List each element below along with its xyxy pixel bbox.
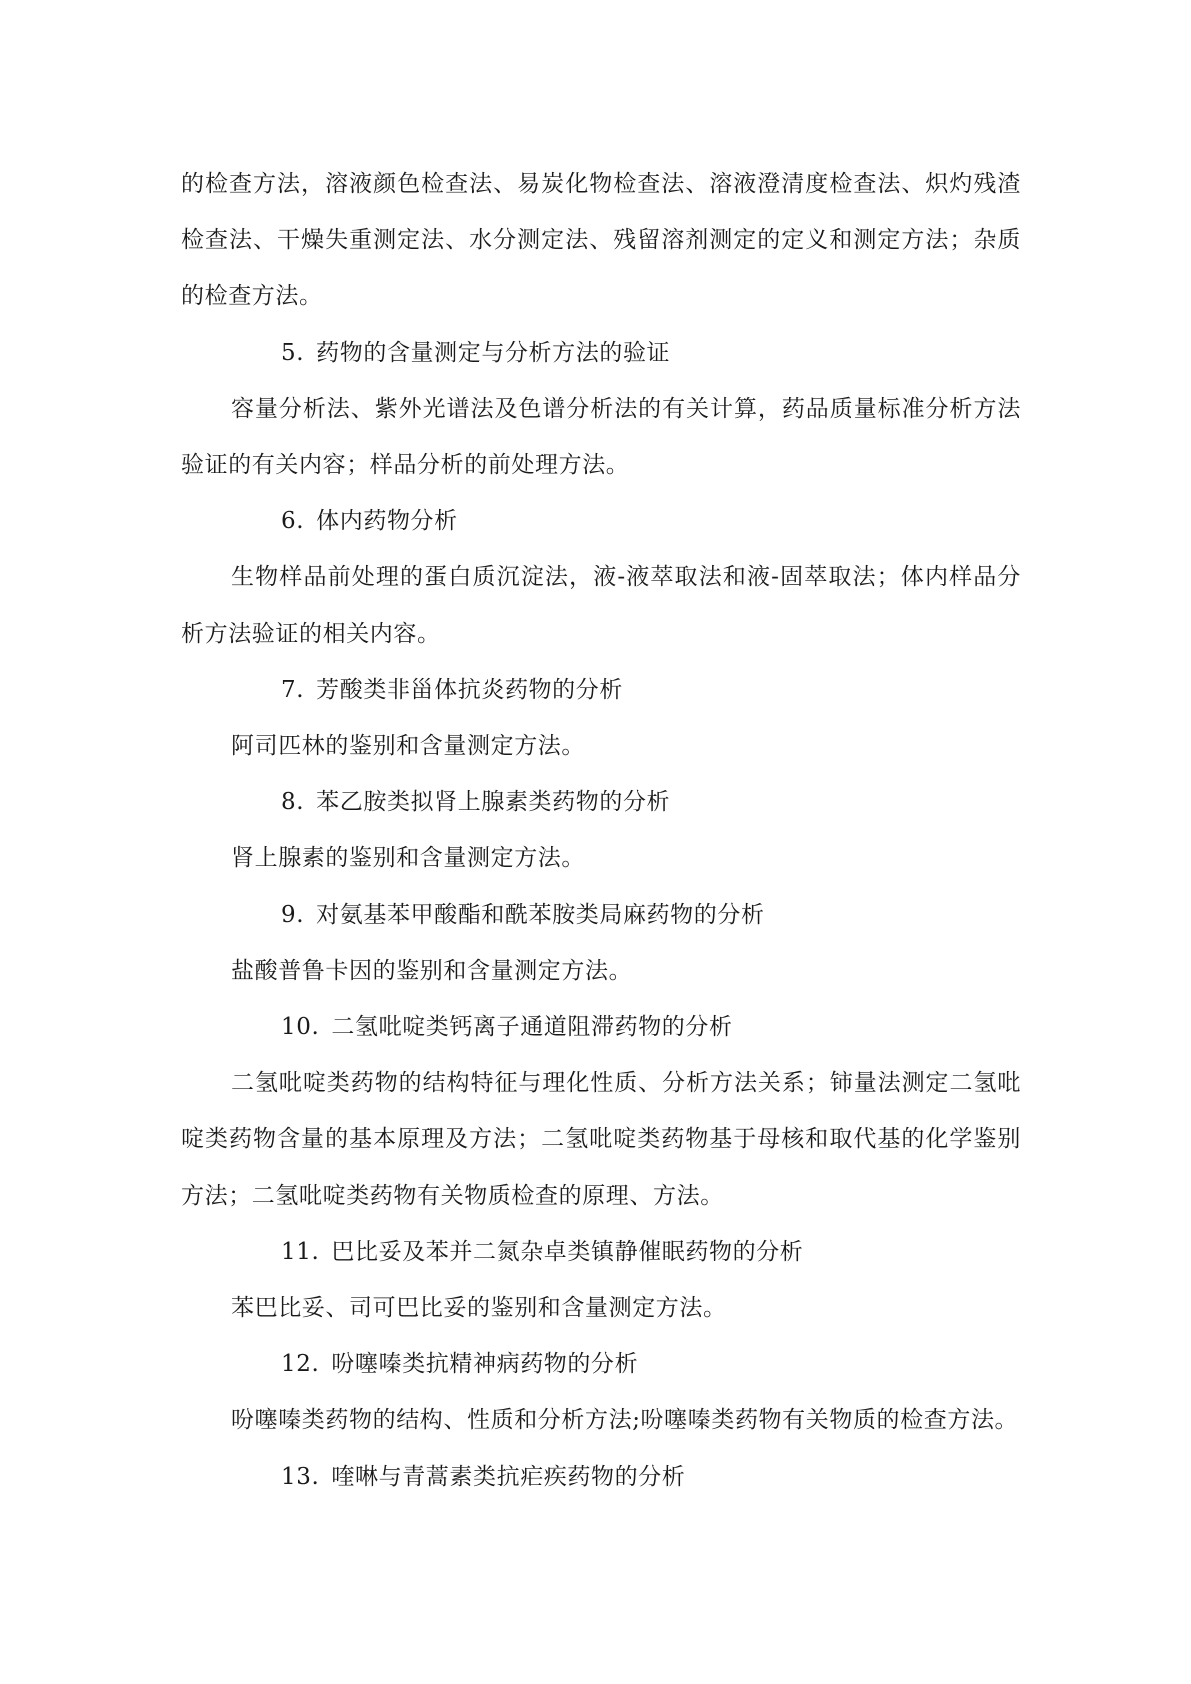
section-body-7: 阿司匹林的鉴别和含量测定方法。 — [231, 733, 585, 760]
section-heading-13 — [181, 1449, 1021, 1505]
document-body — [181, 156, 1021, 1505]
section-heading-11 — [181, 1224, 1021, 1280]
section-body-10: 二氢吡啶类药物的结构特征与理化性质、分析方法关系；铈量法测定二氢吡啶类药物含量的基本原理及方法；二氢吡啶类药物基于母核和取代基的化学鉴别方法；二氢吡啶类药物有关物质检查的原理、方法。 — [181, 1070, 1021, 1209]
section-number: 5. — [281, 339, 305, 366]
section-number: 6. — [281, 508, 305, 535]
section-title: 喹啉与青蒿素类抗疟疾药物的分析 — [331, 1463, 686, 1490]
section-body-8: 肾上腺素的鉴别和含量测定方法。 — [231, 845, 585, 872]
section-title: 二氢吡啶类钙离子通道阻滞药物的分析 — [331, 1014, 733, 1041]
section-body-12: 吩噻嗪类药物的结构、性质和分析方法;吩噻嗪类药物有关物质的检查方法。 — [231, 1407, 1019, 1434]
section-number: 13. — [281, 1463, 320, 1490]
section-number: 7. — [281, 676, 305, 703]
section-number: 10. — [281, 1014, 320, 1041]
section-title: 药物的含量测定与分析方法的验证 — [316, 339, 671, 366]
section-heading-5 — [181, 325, 1021, 381]
section-title: 体内药物分析 — [316, 508, 458, 535]
section-title: 吩噻嗪类抗精神病药物的分析 — [331, 1351, 639, 1378]
section-body-5: 容量分析法、紫外光谱法及色谱分析法的有关计算，药品质量标准分析方法验证的有关内容；样品分析的前处理方法。 — [181, 395, 1021, 479]
section-number: 8. — [281, 789, 305, 816]
section-number: 11. — [281, 1238, 320, 1265]
section-number: 9. — [281, 901, 305, 928]
section-heading-7 — [181, 662, 1021, 718]
section-heading-9 — [181, 887, 1021, 943]
section-body-6: 生物样品前处理的蛋白质沉淀法，液-液萃取法和液-固萃取法；体内样品分析方法验证的相关内容。 — [181, 564, 1021, 647]
section-heading-6 — [181, 493, 1021, 549]
section-heading-8 — [181, 774, 1021, 830]
section-title: 对氨基苯甲酸酯和酰苯胺类局麻药物的分析 — [316, 901, 765, 928]
section-body-9: 盐酸普鲁卡因的鉴别和含量测定方法。 — [231, 957, 633, 984]
section-number: 12. — [281, 1351, 320, 1378]
section-title: 苯乙胺类拟肾上腺素类药物的分析 — [316, 789, 671, 816]
section-title: 巴比妥及苯并二氮杂卓类镇静催眠药物的分析 — [331, 1238, 804, 1265]
section-title: 芳酸类非甾体抗炎药物的分析 — [316, 676, 623, 703]
intro-paragraph: 的检查方法，溶液颜色检查法、易炭化物检查法、溶液澄清度检查法、炽灼残渣检查法、干燥失重测定法、水分测定法、残留溶剂测定的定义和测定方法；杂质的检查方法。 — [181, 171, 1021, 310]
section-heading-10 — [181, 999, 1021, 1055]
section-heading-12 — [181, 1336, 1021, 1392]
section-body-11: 苯巴比妥、司可巴比妥的鉴别和含量测定方法。 — [231, 1295, 727, 1322]
